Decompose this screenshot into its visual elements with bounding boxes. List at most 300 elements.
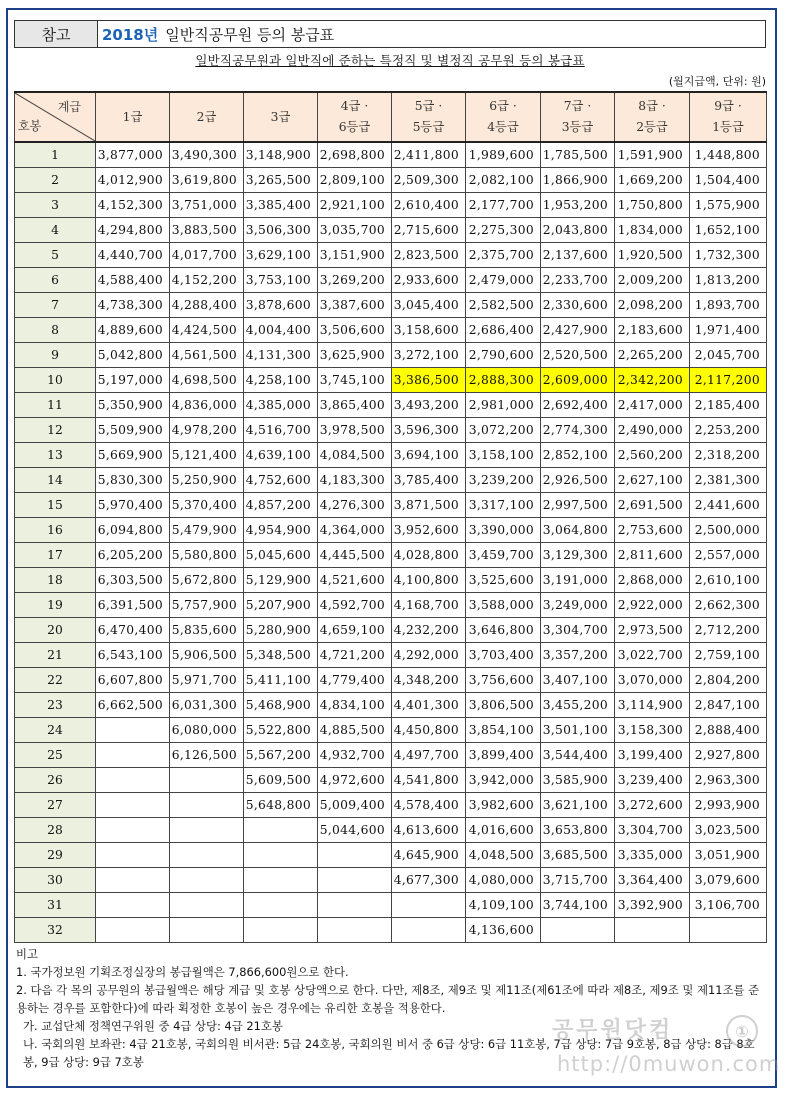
salary-cell: 2,888,400	[690, 718, 767, 743]
salary-cell: 3,106,700	[690, 893, 767, 918]
grade-header-6	[466, 92, 541, 142]
salary-cell: 2,137,600	[541, 243, 615, 268]
salary-cell: 3,269,200	[318, 268, 392, 293]
salary-cell: 3,390,000	[466, 518, 541, 543]
salary-cell: 4,348,200	[392, 668, 466, 693]
salary-cell: 4,889,600	[96, 318, 170, 343]
salary-cell: 3,865,400	[318, 393, 392, 418]
salary-cell: 5,479,900	[170, 518, 244, 543]
table-row	[15, 668, 767, 693]
salary-cell: 3,070,000	[615, 668, 690, 693]
salary-cell: 3,357,200	[541, 643, 615, 668]
salary-cell: 2,185,400	[690, 393, 767, 418]
salary-cell: 5,669,900	[96, 443, 170, 468]
salary-cell: 5,009,400	[318, 793, 392, 818]
salary-cell: 3,304,700	[615, 818, 690, 843]
step-cell: 6	[15, 268, 96, 293]
salary-cell: 5,580,800	[170, 543, 244, 568]
salary-cell: 5,835,600	[170, 618, 244, 643]
salary-cell: 4,972,600	[318, 768, 392, 793]
salary-cell: 3,035,700	[318, 218, 392, 243]
salary-cell: 4,645,900	[392, 843, 466, 868]
subtitle-text: 일반직공무원과 일반직에 준하는 특정직 및 별정직 공무원 등의 봉급표	[195, 53, 585, 68]
salary-cell	[96, 893, 170, 918]
grade-header-line: 6급 ·	[489, 99, 517, 113]
salary-cell: 2,342,200	[615, 368, 690, 393]
salary-cell: 6,543,100	[96, 643, 170, 668]
salary-cell: 4,292,000	[392, 643, 466, 668]
document-title	[98, 21, 765, 47]
salary-cell: 3,493,200	[392, 393, 466, 418]
grade-header-8	[615, 92, 690, 142]
salary-cell: 3,304,700	[541, 618, 615, 643]
salary-cell: 1,785,500	[541, 142, 615, 168]
salary-cell: 2,318,200	[690, 443, 767, 468]
table-header-row	[15, 92, 767, 142]
table-row	[15, 518, 767, 543]
salary-cell: 2,417,000	[615, 393, 690, 418]
salary-cell: 5,411,100	[244, 668, 318, 693]
salary-cell: 5,280,900	[244, 618, 318, 643]
salary-cell: 3,158,100	[466, 443, 541, 468]
salary-cell: 4,152,300	[96, 193, 170, 218]
salary-cell: 3,596,300	[392, 418, 466, 443]
watermark-logo-icon: ①	[726, 1015, 758, 1047]
grade-header-3	[244, 92, 318, 142]
salary-cell: 3,625,900	[318, 343, 392, 368]
salary-cell	[170, 868, 244, 893]
salary-cell: 3,158,600	[392, 318, 466, 343]
salary-cell: 3,114,900	[615, 693, 690, 718]
note-2-b: 나. 국회의원 보좌관: 4급 21호봉, 국회의원 비서관: 5급 24호봉, 국회의원 비서 중 6급 상당: 6급 11호봉, 7급 상당: 7급 9호봉, 8급 상당: 8급 8호봉, 9급 상당: 9급 7호봉	[23, 1037, 755, 1069]
note-2-a: 가. 교섭단체 정책연구위원 중 4급 상당: 4급 21호봉	[23, 1019, 283, 1033]
salary-cell: 6,205,200	[96, 543, 170, 568]
salary-cell: 3,265,500	[244, 168, 318, 193]
salary-cell: 2,691,500	[615, 493, 690, 518]
salary-cell: 3,392,900	[615, 893, 690, 918]
salary-cell: 5,609,500	[244, 768, 318, 793]
salary-cell: 2,557,000	[690, 543, 767, 568]
salary-cell: 1,591,900	[615, 142, 690, 168]
table-row	[15, 493, 767, 518]
salary-cell: 6,607,800	[96, 668, 170, 693]
salary-cell: 2,922,000	[615, 593, 690, 618]
salary-cell: 5,468,900	[244, 693, 318, 718]
grade-header-7	[541, 92, 615, 142]
salary-cell: 2,927,800	[690, 743, 767, 768]
salary-cell: 3,585,900	[541, 768, 615, 793]
salary-cell: 3,022,700	[615, 643, 690, 668]
salary-cell: 2,490,000	[615, 418, 690, 443]
salary-cell: 3,952,600	[392, 518, 466, 543]
step-cell: 25	[15, 743, 96, 768]
step-cell: 7	[15, 293, 96, 318]
salary-cell: 4,048,500	[466, 843, 541, 868]
salary-cell: 2,582,500	[466, 293, 541, 318]
salary-cell: 2,253,200	[690, 418, 767, 443]
salary-cell: 2,753,600	[615, 518, 690, 543]
watermark-brand: 공무원닷컴	[552, 1018, 674, 1043]
grade-header-5	[392, 92, 466, 142]
salary-cell: 1,732,300	[690, 243, 767, 268]
step-cell: 18	[15, 568, 96, 593]
salary-cell: 2,045,700	[690, 343, 767, 368]
grade-header-line: 5급 ·	[414, 99, 443, 113]
salary-cell: 3,877,000	[96, 142, 170, 168]
salary-cell: 4,385,000	[244, 393, 318, 418]
step-cell: 14	[15, 468, 96, 493]
salary-cell: 4,954,900	[244, 518, 318, 543]
salary-cell: 3,806,500	[466, 693, 541, 718]
table-row	[15, 318, 767, 343]
salary-cell: 3,272,100	[392, 343, 466, 368]
salary-cell: 4,440,700	[96, 243, 170, 268]
salary-cell: 5,197,000	[96, 368, 170, 393]
step-cell: 23	[15, 693, 96, 718]
salary-cell: 4,445,500	[318, 543, 392, 568]
grade-header-line: 8급 ·	[638, 99, 666, 113]
salary-cell: 3,871,500	[392, 493, 466, 518]
salary-cell: 4,100,800	[392, 568, 466, 593]
salary-cell: 4,183,300	[318, 468, 392, 493]
salary-cell: 5,648,800	[244, 793, 318, 818]
step-cell: 19	[15, 593, 96, 618]
salary-cell	[244, 818, 318, 843]
salary-cell: 2,427,900	[541, 318, 615, 343]
corner-grade-label: 계급	[57, 100, 81, 114]
salary-cell: 3,455,200	[541, 693, 615, 718]
salary-cell: 1,575,900	[690, 193, 767, 218]
salary-cell: 3,385,400	[244, 193, 318, 218]
table-row	[15, 418, 767, 443]
salary-cell: 4,659,100	[318, 618, 392, 643]
salary-cell	[96, 718, 170, 743]
table-row	[15, 268, 767, 293]
note-2: 2. 다음 각 목의 공무원의 봉급월액은 해당 계급 및 호봉 상당액으로 한다. 다만, 제8조, 제9조 및 제11조(제61조에 따라 제8조, 제9조 및 제11조를 준용하는 경우를 포함한다)에 따라 획정한 호봉이 높은 경우에는 유리한 호봉을 적용한다.	[16, 983, 760, 1015]
salary-cell: 3,072,200	[466, 418, 541, 443]
table-row	[15, 568, 767, 593]
salary-cell: 2,610,100	[690, 568, 767, 593]
salary-cell: 3,878,600	[244, 293, 318, 318]
salary-cell: 3,051,900	[690, 843, 767, 868]
salary-cell	[96, 818, 170, 843]
salary-cell: 3,364,400	[615, 868, 690, 893]
salary-cell: 3,045,400	[392, 293, 466, 318]
step-cell: 28	[15, 818, 96, 843]
table-row	[15, 218, 767, 243]
salary-cell: 2,500,000	[690, 518, 767, 543]
salary-cell	[170, 843, 244, 868]
salary-cell: 4,017,700	[170, 243, 244, 268]
table-row	[15, 368, 767, 393]
salary-cell: 3,506,300	[244, 218, 318, 243]
corner-step-label: 호봉	[18, 119, 42, 133]
salary-cell: 3,978,500	[318, 418, 392, 443]
step-cell: 1	[15, 142, 96, 168]
salary-cell: 3,942,000	[466, 768, 541, 793]
salary-cell: 1,504,400	[690, 168, 767, 193]
salary-cell: 4,424,500	[170, 318, 244, 343]
salary-cell: 3,239,200	[466, 468, 541, 493]
table-row	[15, 293, 767, 318]
salary-cell: 3,653,800	[541, 818, 615, 843]
salary-cell	[392, 918, 466, 943]
table-row	[15, 718, 767, 743]
step-cell: 10	[15, 368, 96, 393]
salary-cell: 2,627,100	[615, 468, 690, 493]
salary-cell: 2,441,600	[690, 493, 767, 518]
step-cell: 9	[15, 343, 96, 368]
salary-cell	[170, 793, 244, 818]
salary-cell: 2,609,000	[541, 368, 615, 393]
salary-cell: 3,501,100	[541, 718, 615, 743]
salary-cell: 4,561,500	[170, 343, 244, 368]
salary-cell: 3,715,700	[541, 868, 615, 893]
salary-cell: 3,129,300	[541, 543, 615, 568]
salary-cell	[96, 768, 170, 793]
salary-cell: 4,592,700	[318, 593, 392, 618]
salary-cell: 1,448,800	[690, 142, 767, 168]
table-row	[15, 443, 767, 468]
salary-cell: 2,479,000	[466, 268, 541, 293]
salary-cell: 5,370,400	[170, 493, 244, 518]
salary-cell	[170, 893, 244, 918]
document-header	[14, 20, 766, 48]
grade-header-line: 1등급	[712, 120, 744, 134]
step-cell: 16	[15, 518, 96, 543]
salary-cell: 3,148,900	[244, 142, 318, 168]
salary-cell: 2,712,200	[690, 618, 767, 643]
salary-cell: 1,866,900	[541, 168, 615, 193]
step-cell: 8	[15, 318, 96, 343]
salary-cell: 2,082,100	[466, 168, 541, 193]
table-row	[15, 543, 767, 568]
grade-header-2	[170, 92, 244, 142]
salary-cell: 5,129,900	[244, 568, 318, 593]
salary-cell: 4,109,100	[466, 893, 541, 918]
salary-cell: 2,177,700	[466, 193, 541, 218]
salary-cell: 4,588,400	[96, 268, 170, 293]
salary-cell: 1,953,200	[541, 193, 615, 218]
step-cell: 22	[15, 668, 96, 693]
table-row	[15, 168, 767, 193]
step-cell: 5	[15, 243, 96, 268]
step-cell: 21	[15, 643, 96, 668]
salary-cell: 1,989,600	[466, 142, 541, 168]
step-cell: 30	[15, 868, 96, 893]
salary-cell: 3,079,600	[690, 868, 767, 893]
salary-cell: 3,407,100	[541, 668, 615, 693]
salary-cell	[541, 918, 615, 943]
salary-cell	[244, 893, 318, 918]
salary-cell: 3,982,600	[466, 793, 541, 818]
salary-cell: 4,012,900	[96, 168, 170, 193]
salary-cell: 6,126,500	[170, 743, 244, 768]
salary-cell: 2,963,300	[690, 768, 767, 793]
step-cell: 29	[15, 843, 96, 868]
salary-cell	[170, 918, 244, 943]
salary-cell: 6,031,300	[170, 693, 244, 718]
salary-cell: 2,868,000	[615, 568, 690, 593]
table-row	[15, 843, 767, 868]
salary-cell: 2,698,800	[318, 142, 392, 168]
table-row	[15, 693, 767, 718]
salary-cell: 3,745,100	[318, 368, 392, 393]
salary-cell: 3,249,000	[541, 593, 615, 618]
salary-cell: 4,004,400	[244, 318, 318, 343]
salary-cell: 2,686,400	[466, 318, 541, 343]
salary-cell: 4,677,300	[392, 868, 466, 893]
salary-cell: 5,970,400	[96, 493, 170, 518]
salary-cell: 2,043,800	[541, 218, 615, 243]
salary-cell: 3,756,600	[466, 668, 541, 693]
salary-cell: 6,470,400	[96, 618, 170, 643]
step-cell: 27	[15, 793, 96, 818]
step-cell: 20	[15, 618, 96, 643]
salary-cell: 5,906,500	[170, 643, 244, 668]
salary-cell: 4,168,700	[392, 593, 466, 618]
salary-cell: 2,117,200	[690, 368, 767, 393]
salary-cell: 4,752,600	[244, 468, 318, 493]
salary-cell: 4,932,700	[318, 743, 392, 768]
salary-cell: 4,738,300	[96, 293, 170, 318]
salary-cell: 3,883,500	[170, 218, 244, 243]
table-row	[15, 468, 767, 493]
table-row	[15, 768, 767, 793]
salary-cell: 2,888,300	[466, 368, 541, 393]
salary-cell	[96, 843, 170, 868]
salary-cell: 2,692,400	[541, 393, 615, 418]
salary-cell: 3,151,900	[318, 243, 392, 268]
salary-cell: 4,497,700	[392, 743, 466, 768]
table-body	[15, 142, 767, 943]
salary-cell: 2,809,100	[318, 168, 392, 193]
salary-cell: 2,560,200	[615, 443, 690, 468]
salary-cell: 4,834,100	[318, 693, 392, 718]
table-row	[15, 193, 767, 218]
salary-cell: 3,751,000	[170, 193, 244, 218]
salary-cell: 2,275,300	[466, 218, 541, 243]
salary-cell: 5,207,900	[244, 593, 318, 618]
salary-cell	[244, 918, 318, 943]
salary-cell: 4,294,800	[96, 218, 170, 243]
salary-cell: 4,978,200	[170, 418, 244, 443]
salary-cell: 4,721,200	[318, 643, 392, 668]
salary-cell: 4,401,300	[392, 693, 466, 718]
salary-cell: 2,715,600	[392, 218, 466, 243]
step-cell: 24	[15, 718, 96, 743]
salary-cell: 4,152,200	[170, 268, 244, 293]
grade-header-line: 2급	[196, 109, 217, 124]
table-row	[15, 918, 767, 943]
salary-cell: 4,698,500	[170, 368, 244, 393]
salary-cell: 5,971,700	[170, 668, 244, 693]
salary-cell: 2,411,800	[392, 142, 466, 168]
salary-cell: 3,646,800	[466, 618, 541, 643]
salary-cell: 6,094,800	[96, 518, 170, 543]
salary-cell: 4,288,400	[170, 293, 244, 318]
salary-cell: 4,578,400	[392, 793, 466, 818]
salary-cell: 2,823,500	[392, 243, 466, 268]
unit-note: (월지급액, 단위: 원)	[668, 75, 766, 88]
salary-cell: 2,509,300	[392, 168, 466, 193]
step-cell: 15	[15, 493, 96, 518]
salary-cell	[96, 743, 170, 768]
table-subtitle	[14, 51, 766, 69]
salary-cell: 2,933,600	[392, 268, 466, 293]
salary-cell: 4,779,400	[318, 668, 392, 693]
step-cell: 32	[15, 918, 96, 943]
grade-header-line: 6등급	[338, 120, 371, 134]
step-cell: 26	[15, 768, 96, 793]
salary-cell: 1,834,000	[615, 218, 690, 243]
salary-cell: 2,610,400	[392, 193, 466, 218]
salary-cell: 3,744,100	[541, 893, 615, 918]
salary-cell: 2,520,500	[541, 343, 615, 368]
salary-cell: 4,857,200	[244, 493, 318, 518]
pay-table	[14, 91, 767, 943]
salary-cell: 3,785,400	[392, 468, 466, 493]
salary-cell: 1,893,700	[690, 293, 767, 318]
salary-cell: 3,191,000	[541, 568, 615, 593]
salary-cell: 4,016,600	[466, 818, 541, 843]
grade-header-line: 1급	[122, 109, 143, 124]
salary-cell: 3,023,500	[690, 818, 767, 843]
salary-cell: 2,790,600	[466, 343, 541, 368]
salary-cell: 1,652,100	[690, 218, 767, 243]
table-row	[15, 243, 767, 268]
step-cell: 13	[15, 443, 96, 468]
salary-cell: 3,588,000	[466, 593, 541, 618]
salary-cell	[392, 893, 466, 918]
step-cell: 2	[15, 168, 96, 193]
salary-cell: 4,613,600	[392, 818, 466, 843]
salary-cell: 1,750,800	[615, 193, 690, 218]
note-1: 1. 국가정보원 기획조정실장의 봉급월액은 7,866,600원으로 한다.	[16, 965, 349, 979]
salary-cell: 3,490,300	[170, 142, 244, 168]
salary-cell: 4,521,600	[318, 568, 392, 593]
salary-cell: 3,619,800	[170, 168, 244, 193]
salary-cell: 4,136,600	[466, 918, 541, 943]
step-cell: 17	[15, 543, 96, 568]
salary-cell: 6,080,000	[170, 718, 244, 743]
salary-cell: 2,759,100	[690, 643, 767, 668]
grade-header-line: 4등급	[487, 120, 519, 134]
salary-cell: 1,920,500	[615, 243, 690, 268]
salary-cell: 4,516,700	[244, 418, 318, 443]
salary-cell: 3,753,100	[244, 268, 318, 293]
salary-cell	[244, 868, 318, 893]
table-row	[15, 868, 767, 893]
salary-cell: 2,804,200	[690, 668, 767, 693]
salary-cell	[244, 843, 318, 868]
salary-cell: 5,121,400	[170, 443, 244, 468]
salary-cell: 3,685,500	[541, 843, 615, 868]
salary-cell: 5,567,200	[244, 743, 318, 768]
salary-cell: 4,084,500	[318, 443, 392, 468]
table-row	[15, 793, 767, 818]
step-cell: 31	[15, 893, 96, 918]
salary-cell: 2,997,500	[541, 493, 615, 518]
salary-cell: 3,335,000	[615, 843, 690, 868]
salary-cell	[318, 918, 392, 943]
salary-cell: 2,973,500	[615, 618, 690, 643]
salary-cell: 2,811,600	[615, 543, 690, 568]
salary-cell: 5,672,800	[170, 568, 244, 593]
salary-cell: 3,459,700	[466, 543, 541, 568]
salary-cell	[318, 893, 392, 918]
salary-cell	[318, 843, 392, 868]
